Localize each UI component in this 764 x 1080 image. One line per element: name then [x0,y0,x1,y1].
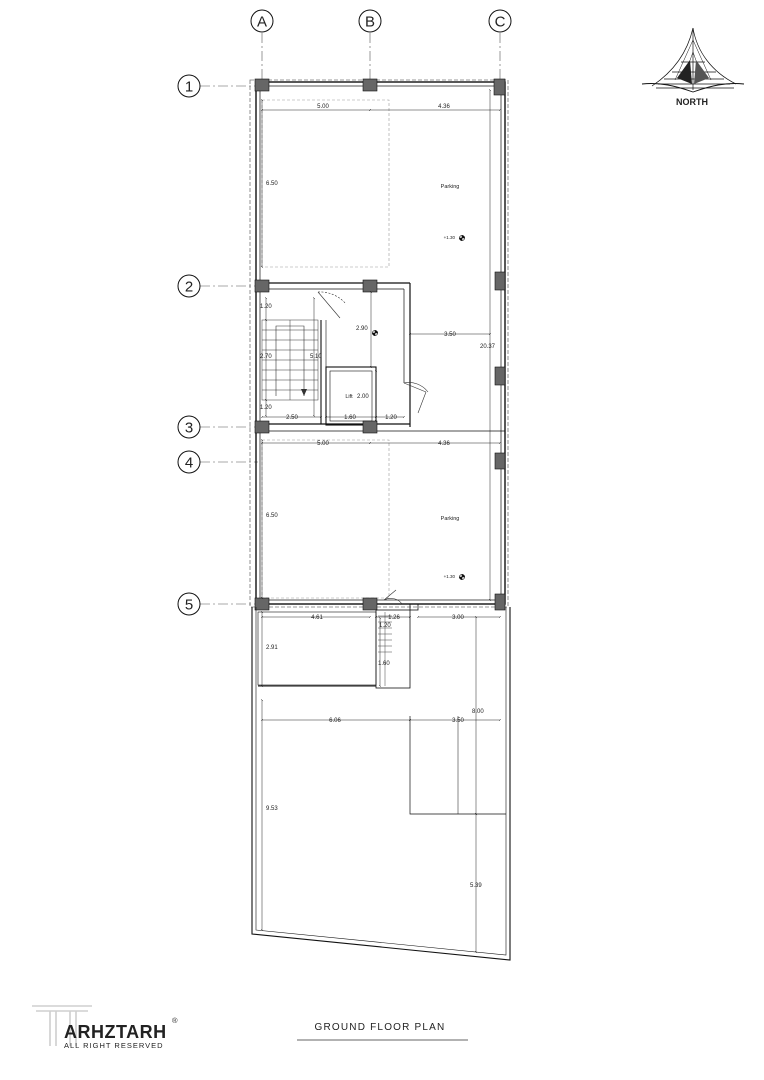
room-label-parking-bottom: Parking [440,516,460,522]
brand-name: ARHZTARH [64,1022,167,1042]
dim-yard-span-a: 4.61 [311,615,323,621]
room-label-parking-top: Parking [440,184,460,190]
level-text-bottom: +1.30 [443,574,455,579]
grid-label-b: B [364,13,376,31]
backyard-outline [252,604,510,960]
door-swings [318,292,428,604]
drawing-title: GROUND FLOOR PLAN [314,1022,446,1033]
level-marker-icon [459,574,464,579]
dim-mid-span-a: 5.00 [317,441,329,447]
dim-core-stair-total: 5.10 [310,354,322,360]
structural-columns [255,79,505,610]
grid-label-1: 1 [184,78,194,96]
dim-core-stair-top: 1.20 [260,304,272,310]
dim-core-width-c: 1.20 [385,415,397,421]
grid-bubble-4 [178,451,200,473]
level-marker-icon [459,235,464,240]
north-label: NORTH [676,97,708,107]
dim-yard-depth-d: 5.39 [470,883,482,889]
grid-bubble-5 [178,593,200,615]
grid-bubble-2 [178,275,200,297]
level-marker-top [444,235,465,241]
level-text-top: +1.30 [443,235,455,240]
dim-mid-span-b: 4.36 [438,441,450,447]
dim-lobby-depth: 2.90 [356,326,368,332]
dim-yard-depth-c: 9.53 [266,806,278,812]
dim-yard-span-b: 1.26 [388,615,400,621]
dimension-labels [260,104,496,889]
grid-bubble-3 [178,416,200,438]
dim-lift-depth: 2.00 [357,394,369,400]
grid-bubble-a [251,10,273,32]
brand-tagline: ALL RIGHT RESERVED [64,1041,164,1050]
dim-core-stair-bottom: 1.20 [260,405,272,411]
dim-top-span-a: 5.00 [317,104,329,110]
grid-label-c: C [494,13,506,31]
room-label-lift: Lift [345,394,353,400]
grid-label-a: A [256,13,268,31]
building-walls [250,80,508,607]
dim-core-stair-run: 2.70 [260,354,272,360]
dimension-lines [262,90,500,952]
grid-label-2: 2 [184,278,194,296]
dim-lobby-width: 3.50 [444,332,456,338]
grid-label-5: 5 [184,596,194,614]
grid-label-4: 4 [184,454,194,472]
stair-treads [262,320,318,400]
level-marker-icon [372,330,377,335]
dim-top-bay-height: 6.50 [266,181,278,187]
grid-bubble-1 [178,75,200,97]
dim-yard-span-e: 3.50 [452,718,464,724]
parking-bays [262,100,389,598]
level-marker-bottom [444,574,465,580]
dim-yard-step-a: 1.20 [379,623,391,629]
stair-arrowhead-icon [301,389,307,396]
dim-yard-depth-b: 8.00 [472,709,484,715]
dim-yard-span-d: 6.06 [329,718,341,724]
dim-yard-depth-a: 2.91 [266,645,278,651]
dim-core-width-a: 2.50 [286,415,298,421]
dim-yard-span-c: 3.00 [452,615,464,621]
grid-bubble-c [489,10,511,32]
dim-mid-bay-height: 6.50 [266,513,278,519]
dim-core-width-b: 1.60 [344,415,356,421]
dim-yard-step-b: 1.60 [378,661,390,667]
dim-overall-length: 20.37 [480,344,496,350]
north-arrow-icon [642,28,744,92]
dim-top-span-b: 4.36 [438,104,450,110]
brand-mark: ® [172,1016,179,1025]
grid-bubble-b [359,10,381,32]
grid-label-3: 3 [184,419,194,437]
